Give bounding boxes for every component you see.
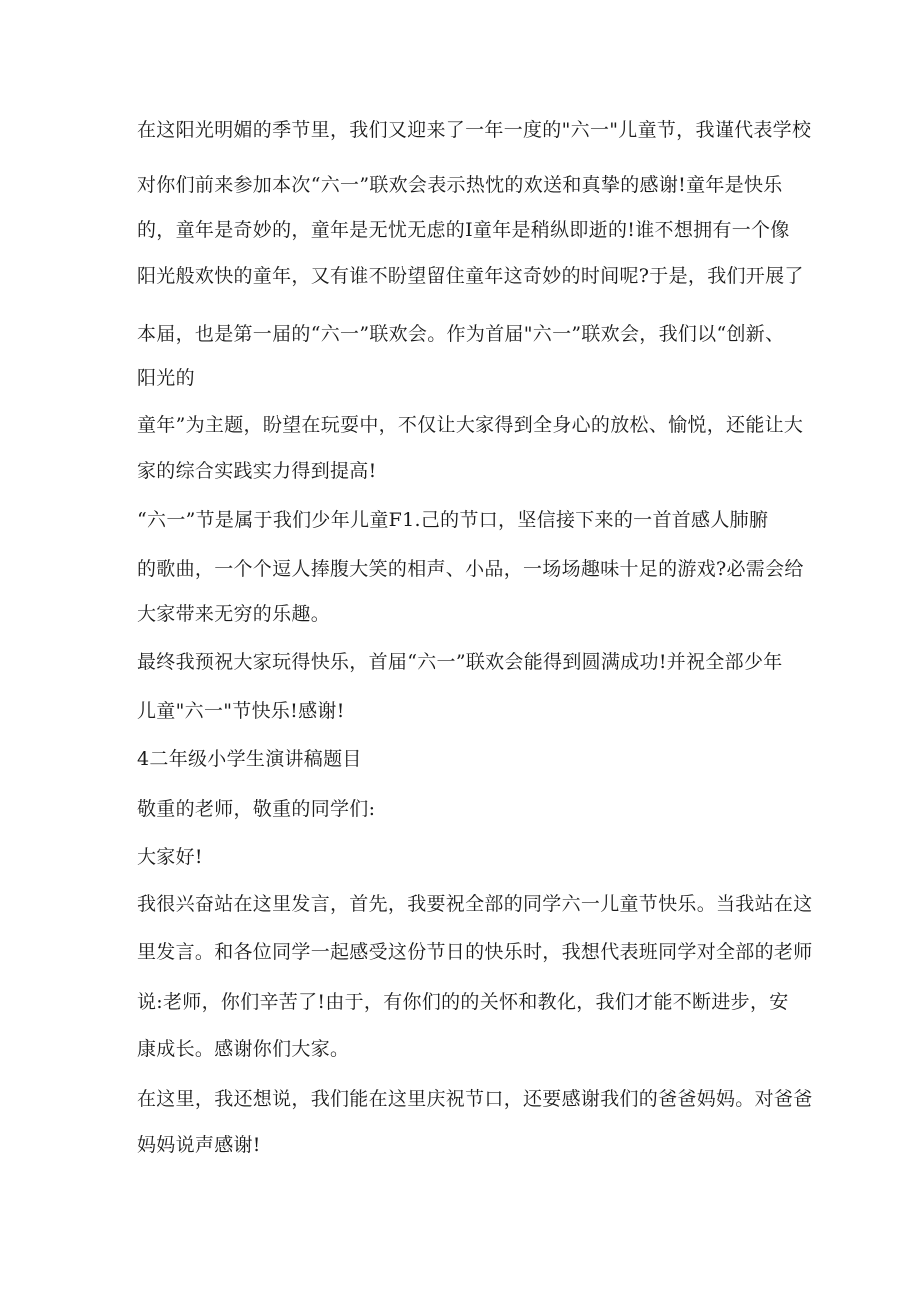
text-line: 康成长。感谢你们大家。	[137, 1038, 350, 1060]
text-line: 大家好!	[137, 846, 203, 868]
text-line: 本届，也是第一届的“六一”联欢会。作为首届"六一”联欢会，我们以“创新、	[137, 323, 785, 345]
text-line: 阳光般欢快的童年，又有谁不盼望留住童年这奇妙的时间呢?于是，我们开展了	[137, 265, 804, 287]
text-line: 阳光的	[137, 367, 195, 389]
text-line: 在这里，我还想说，我们能在这里庆祝节口，还要感谢我们的爸爸妈妈。对爸爸	[137, 1088, 813, 1110]
text-line: 最终我预祝大家玩得快乐，首届“六一”联欢会能得到圆满成功!并祝全部少年	[137, 651, 783, 673]
text-line: 儿童"六一"节快乐!感谢!	[137, 700, 345, 722]
text-line: 敬重的老师，敬重的同学们:	[137, 798, 376, 820]
text-line: 在这阳光明媚的季节里，我们又迎来了一年一度的"六一"儿童节，我谨代表学校	[137, 119, 812, 141]
section-heading: 4二年级小学生演讲稿题目	[137, 748, 362, 770]
text-line: 说:老师，你们辛苦了!由于，有你们的的关怀和教化，我们才能不断进步，安	[137, 991, 789, 1013]
text-line: 大家带来无穷的乐趣。	[137, 603, 331, 625]
text-line: 的歌曲，一个个逗人捧腹大笑的相声、小品，一场场趣味十足的游戏?必需会给	[137, 558, 804, 580]
text-line: “六一”节是属于我们少年儿童F1.己的节口，坚信接下来的一首首感人肺腑	[137, 509, 769, 531]
text-line: 家的综合实践实力得到提高!	[137, 460, 377, 482]
text-line: 妈妈说声感谢!	[137, 1134, 261, 1156]
text-line: 的，童年是奇妙的，童年是无忧无虑的I童年是稍纵即逝的!谁不想拥有一个像	[137, 219, 790, 241]
text-line: 童年”为主题，盼望在玩耍中，不仅让大家得到全身心的放松、愉悦，还能让大	[137, 414, 804, 436]
text-line: 里发言。和各位同学一起感受这份节日的快乐时，我想代表班同学对全部的老师	[137, 941, 813, 963]
text-line: 对你们前来参加本次“六一”联欢会表示热忱的欢送和真挚的感谢!童年是快乐	[137, 174, 783, 196]
text-line: 我很兴奋站在这里发言，首先，我要祝全部的同学六一儿童节快乐。当我站在这	[137, 893, 813, 915]
